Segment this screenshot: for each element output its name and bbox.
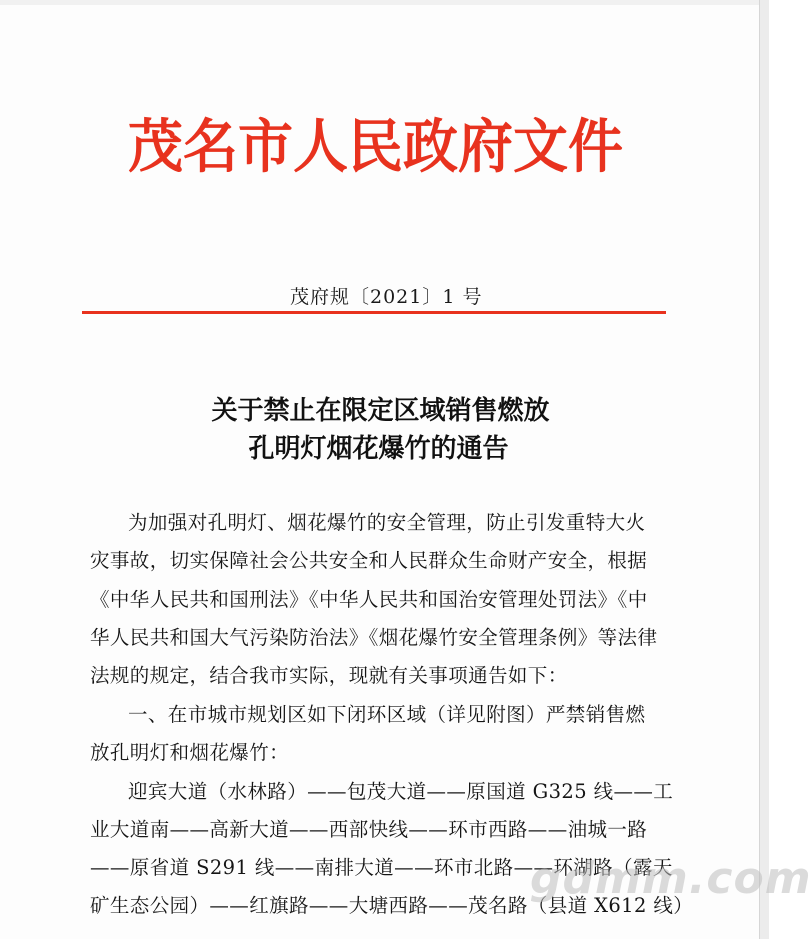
scan-edge-top bbox=[0, 0, 769, 5]
site-watermark: gdmm.com bbox=[530, 853, 812, 904]
body-line: 《中华人民共和国刑法》《中华人民共和国治安管理处罚法》《中 bbox=[90, 588, 648, 611]
body-line: 为加强对孔明灯、烟花爆竹的安全管理，防止引发重特大火 bbox=[128, 511, 646, 534]
body-line: 矿生态公园）——红旗路——大塘西路——茂名路（县道 X612 线） bbox=[90, 894, 694, 917]
body-line: 迎宾大道（水林路）——包茂大道——原国道 G325 线——工 bbox=[128, 780, 674, 803]
body-line: 法规的规定，结合我市实际，现就有关事项通告如下： bbox=[90, 664, 568, 687]
header-divider bbox=[82, 311, 666, 314]
body-line: 华人民共和国大气污染防治法》《烟花爆竹安全管理条例》等法律 bbox=[90, 626, 658, 649]
body-line: 灾事故，切实保障社会公共安全和人民群众生命财产安全，根据 bbox=[90, 549, 648, 572]
document-header-title: 茂名市人民政府文件 bbox=[128, 112, 624, 181]
notice-title-line-2: 孔明灯烟花爆竹的通告 bbox=[248, 434, 509, 464]
notice-title-line-1: 关于禁止在限定区域销售燃放 bbox=[211, 396, 550, 426]
body-line: 一、在市城市规划区如下闭环区域（详见附图）严禁销售燃 bbox=[128, 703, 646, 726]
document-number: 茂府规〔2021〕1 号 bbox=[290, 286, 483, 308]
body-line: ——原省道 S291 线——南排大道——环市北路——环湖路（露天 bbox=[90, 856, 673, 879]
body-line: 放孔明灯和烟花爆竹： bbox=[90, 741, 290, 764]
scan-edge-right bbox=[759, 0, 769, 939]
body-line: 业大道南——高新大道——西部快线——环市西路——油城一路 bbox=[90, 818, 648, 841]
